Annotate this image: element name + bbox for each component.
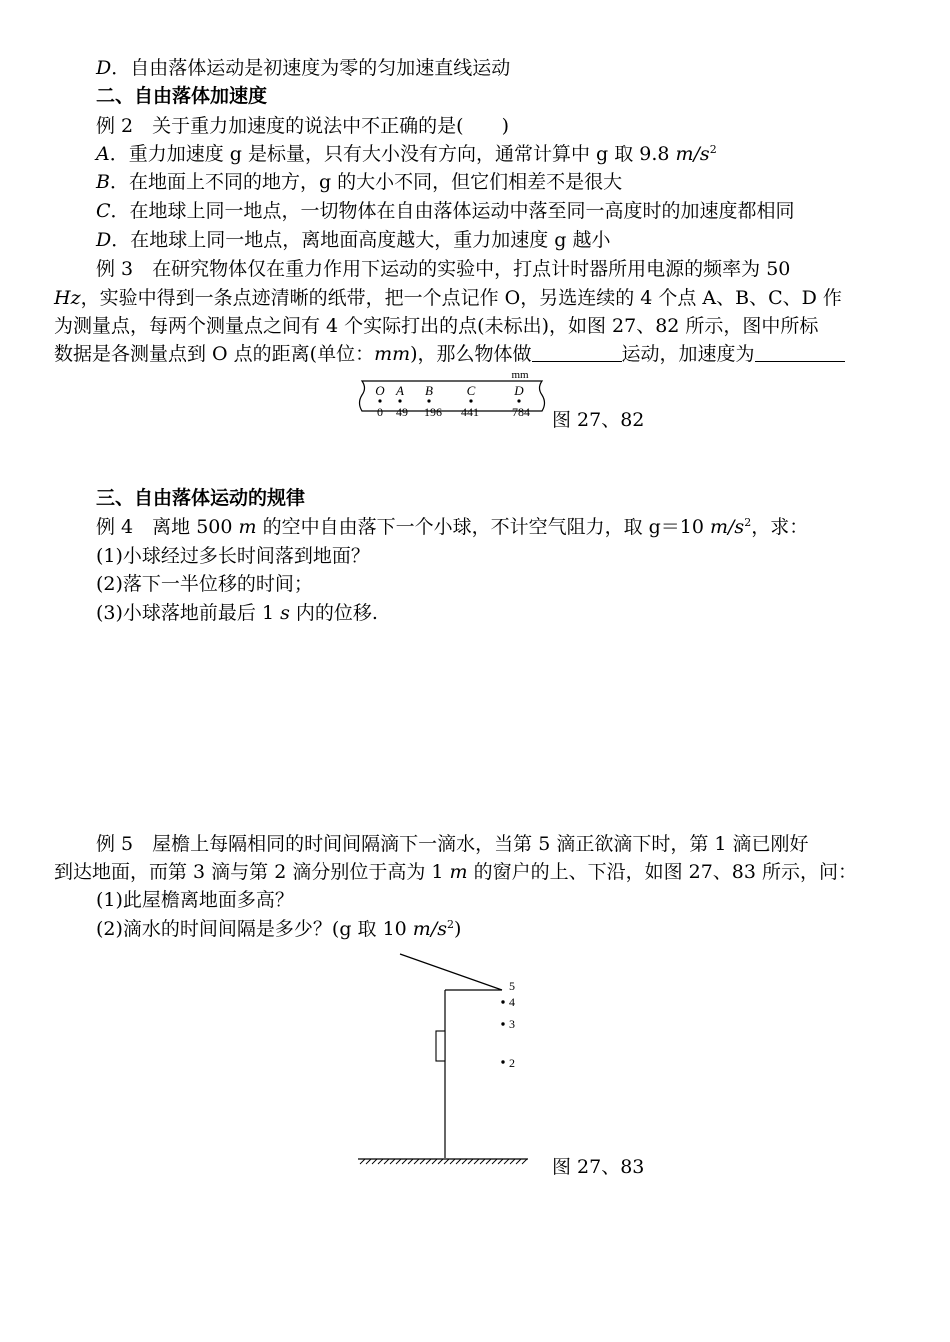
text: 数据是各测量点到 O 点的距离(单位： (54, 343, 375, 365)
tape-dot (517, 399, 520, 402)
water-drop (501, 1000, 504, 1003)
option-text: ．在地球上同一地点，离地面高度越大，重力加速度 g 越小 (111, 229, 611, 251)
ex4-question-2: (2)落下一半位移的时间； (96, 573, 313, 595)
ex2-option-b (96, 170, 622, 194)
ex4-stem (96, 515, 808, 539)
drop-label-2: 2 (509, 1056, 515, 1070)
option-text: ．重力加速度 g 是标量，只有大小没有方向，通常计算中 g 取 9.8 (109, 143, 676, 165)
text: 内的位移. (289, 602, 378, 624)
tape-dot (398, 399, 401, 402)
ex4-question-1: (1)小球经过多长时间落到地面？ (96, 545, 370, 567)
point-label-a: A (396, 383, 404, 398)
ground-hatching (360, 1159, 527, 1164)
drop-label-5: 5 (509, 979, 515, 993)
unit-label: mm (511, 369, 529, 381)
ex4-question-3 (96, 601, 378, 625)
answer-blank (755, 343, 845, 362)
ex5-question-2 (96, 917, 461, 941)
tape-dot (378, 399, 381, 402)
ex2-stem (96, 114, 509, 138)
exponent: 2 (446, 918, 454, 931)
figure-caption: 图 27、82 (552, 409, 645, 431)
unit: Hz (54, 287, 81, 309)
distance-o: 0 (377, 405, 383, 419)
point-label-d: D (514, 383, 524, 398)
distance-c: 441 (461, 405, 479, 419)
option-letter: D (96, 229, 112, 251)
tape-dot (427, 399, 430, 402)
text: 运动，加速度为 (621, 343, 755, 365)
ex5-line-1 (96, 832, 809, 856)
tape-dot (469, 399, 472, 402)
exponent: 2 (709, 143, 717, 156)
unit: m/s (710, 516, 745, 538)
water-drop (501, 1022, 504, 1025)
unit: m (238, 516, 257, 538)
ex5-line-2 (54, 860, 857, 884)
example-label: 例 3 (96, 258, 134, 280)
window (436, 1031, 445, 1061)
ex2-option-d (96, 228, 610, 252)
stem-text: 关于重力加速度的说法中不正确的是( ) (152, 115, 509, 137)
unit: m/s (675, 143, 710, 165)
option-letter: A (96, 143, 110, 165)
unit: mm (374, 343, 411, 365)
drop-label-4: 4 (509, 995, 515, 1009)
ticker-tape-figure (356, 366, 548, 428)
ex2-option-a (96, 142, 717, 166)
text: ) (453, 918, 462, 940)
roof-slope (400, 954, 502, 990)
option-text: ．在地球上同一地点，一切物体在自由落体运动中落至同一高度时的加速度都相同 (110, 200, 795, 222)
text: 在研究物体仅在重力作用下运动的实验中，打点计时器所用电源的频率为 50 (152, 258, 791, 280)
text: 到达地面，而第 3 滴与第 2 滴分别位于高为 1 (54, 861, 450, 883)
text: 的窗户的上、下沿，如图 27、83 所示，问： (467, 861, 858, 883)
option-letter: D (96, 57, 112, 79)
eaves-drops-figure (352, 948, 532, 1168)
text: (3)小球落地前最后 1 (96, 602, 281, 624)
example-label: 例 5 (96, 833, 134, 855)
ex5-question-1: (1)此屋檐离地面多高？ (96, 889, 294, 911)
distance-a: 49 (396, 405, 408, 419)
ex1-option-d (96, 56, 510, 80)
text: ，实验中得到一条点迹清晰的纸带，把一个点记作 O，另选连续的 4 个点 A、B、C、D 作 (80, 287, 842, 309)
option-letter: C (96, 200, 111, 222)
section-2-heading: 二、自由落体加速度 (96, 85, 268, 107)
point-label-b: B (425, 383, 433, 398)
exponent: 2 (744, 516, 752, 529)
distance-d: 784 (512, 405, 530, 419)
ex2-option-c (96, 199, 795, 223)
unit: m (449, 861, 468, 883)
drop-label-3: 3 (509, 1017, 515, 1031)
unit: m/s (412, 918, 447, 940)
example-label: 例 2 (96, 115, 134, 137)
water-drop (501, 1060, 504, 1063)
text: )，那么物体做 (410, 343, 532, 365)
option-text: ．自由落体运动是初速度为零的匀加速直线运动 (111, 57, 511, 79)
text: 的空中自由落下一个小球，不计空气阻力，取 g＝10 (256, 516, 711, 538)
answer-blank (532, 343, 622, 362)
unit: s (280, 602, 290, 624)
distance-b: 196 (424, 405, 442, 419)
ex3-line-4 (54, 342, 845, 366)
ex3-line-1 (96, 257, 790, 281)
text: 离地 500 (152, 516, 239, 538)
figure-caption: 图 27、83 (552, 1156, 645, 1178)
option-letter: B (96, 171, 110, 193)
example-label: 例 4 (96, 516, 134, 538)
point-label-o: O (375, 383, 385, 398)
text: (2)滴水的时间间隔是多少？(g 取 10 (96, 918, 413, 940)
point-label-c: C (466, 383, 476, 398)
ex3-line-3: 为测量点，每两个测量点之间有 4 个实际打出的点(未标出)，如图 27、82 所示，图中所标 (54, 315, 819, 337)
section-3-heading: 三、自由落体运动的规律 (96, 487, 306, 509)
text: ，求： (751, 516, 809, 538)
text: 屋檐上每隔相同的时间间隔滴下一滴水，当第 5 滴正欲滴下时，第 1 滴已刚好 (152, 833, 809, 855)
option-text: ．在地面上不同的地方，g 的大小不同，但它们相差不是很大 (109, 171, 623, 193)
ex3-line-2 (54, 286, 842, 310)
